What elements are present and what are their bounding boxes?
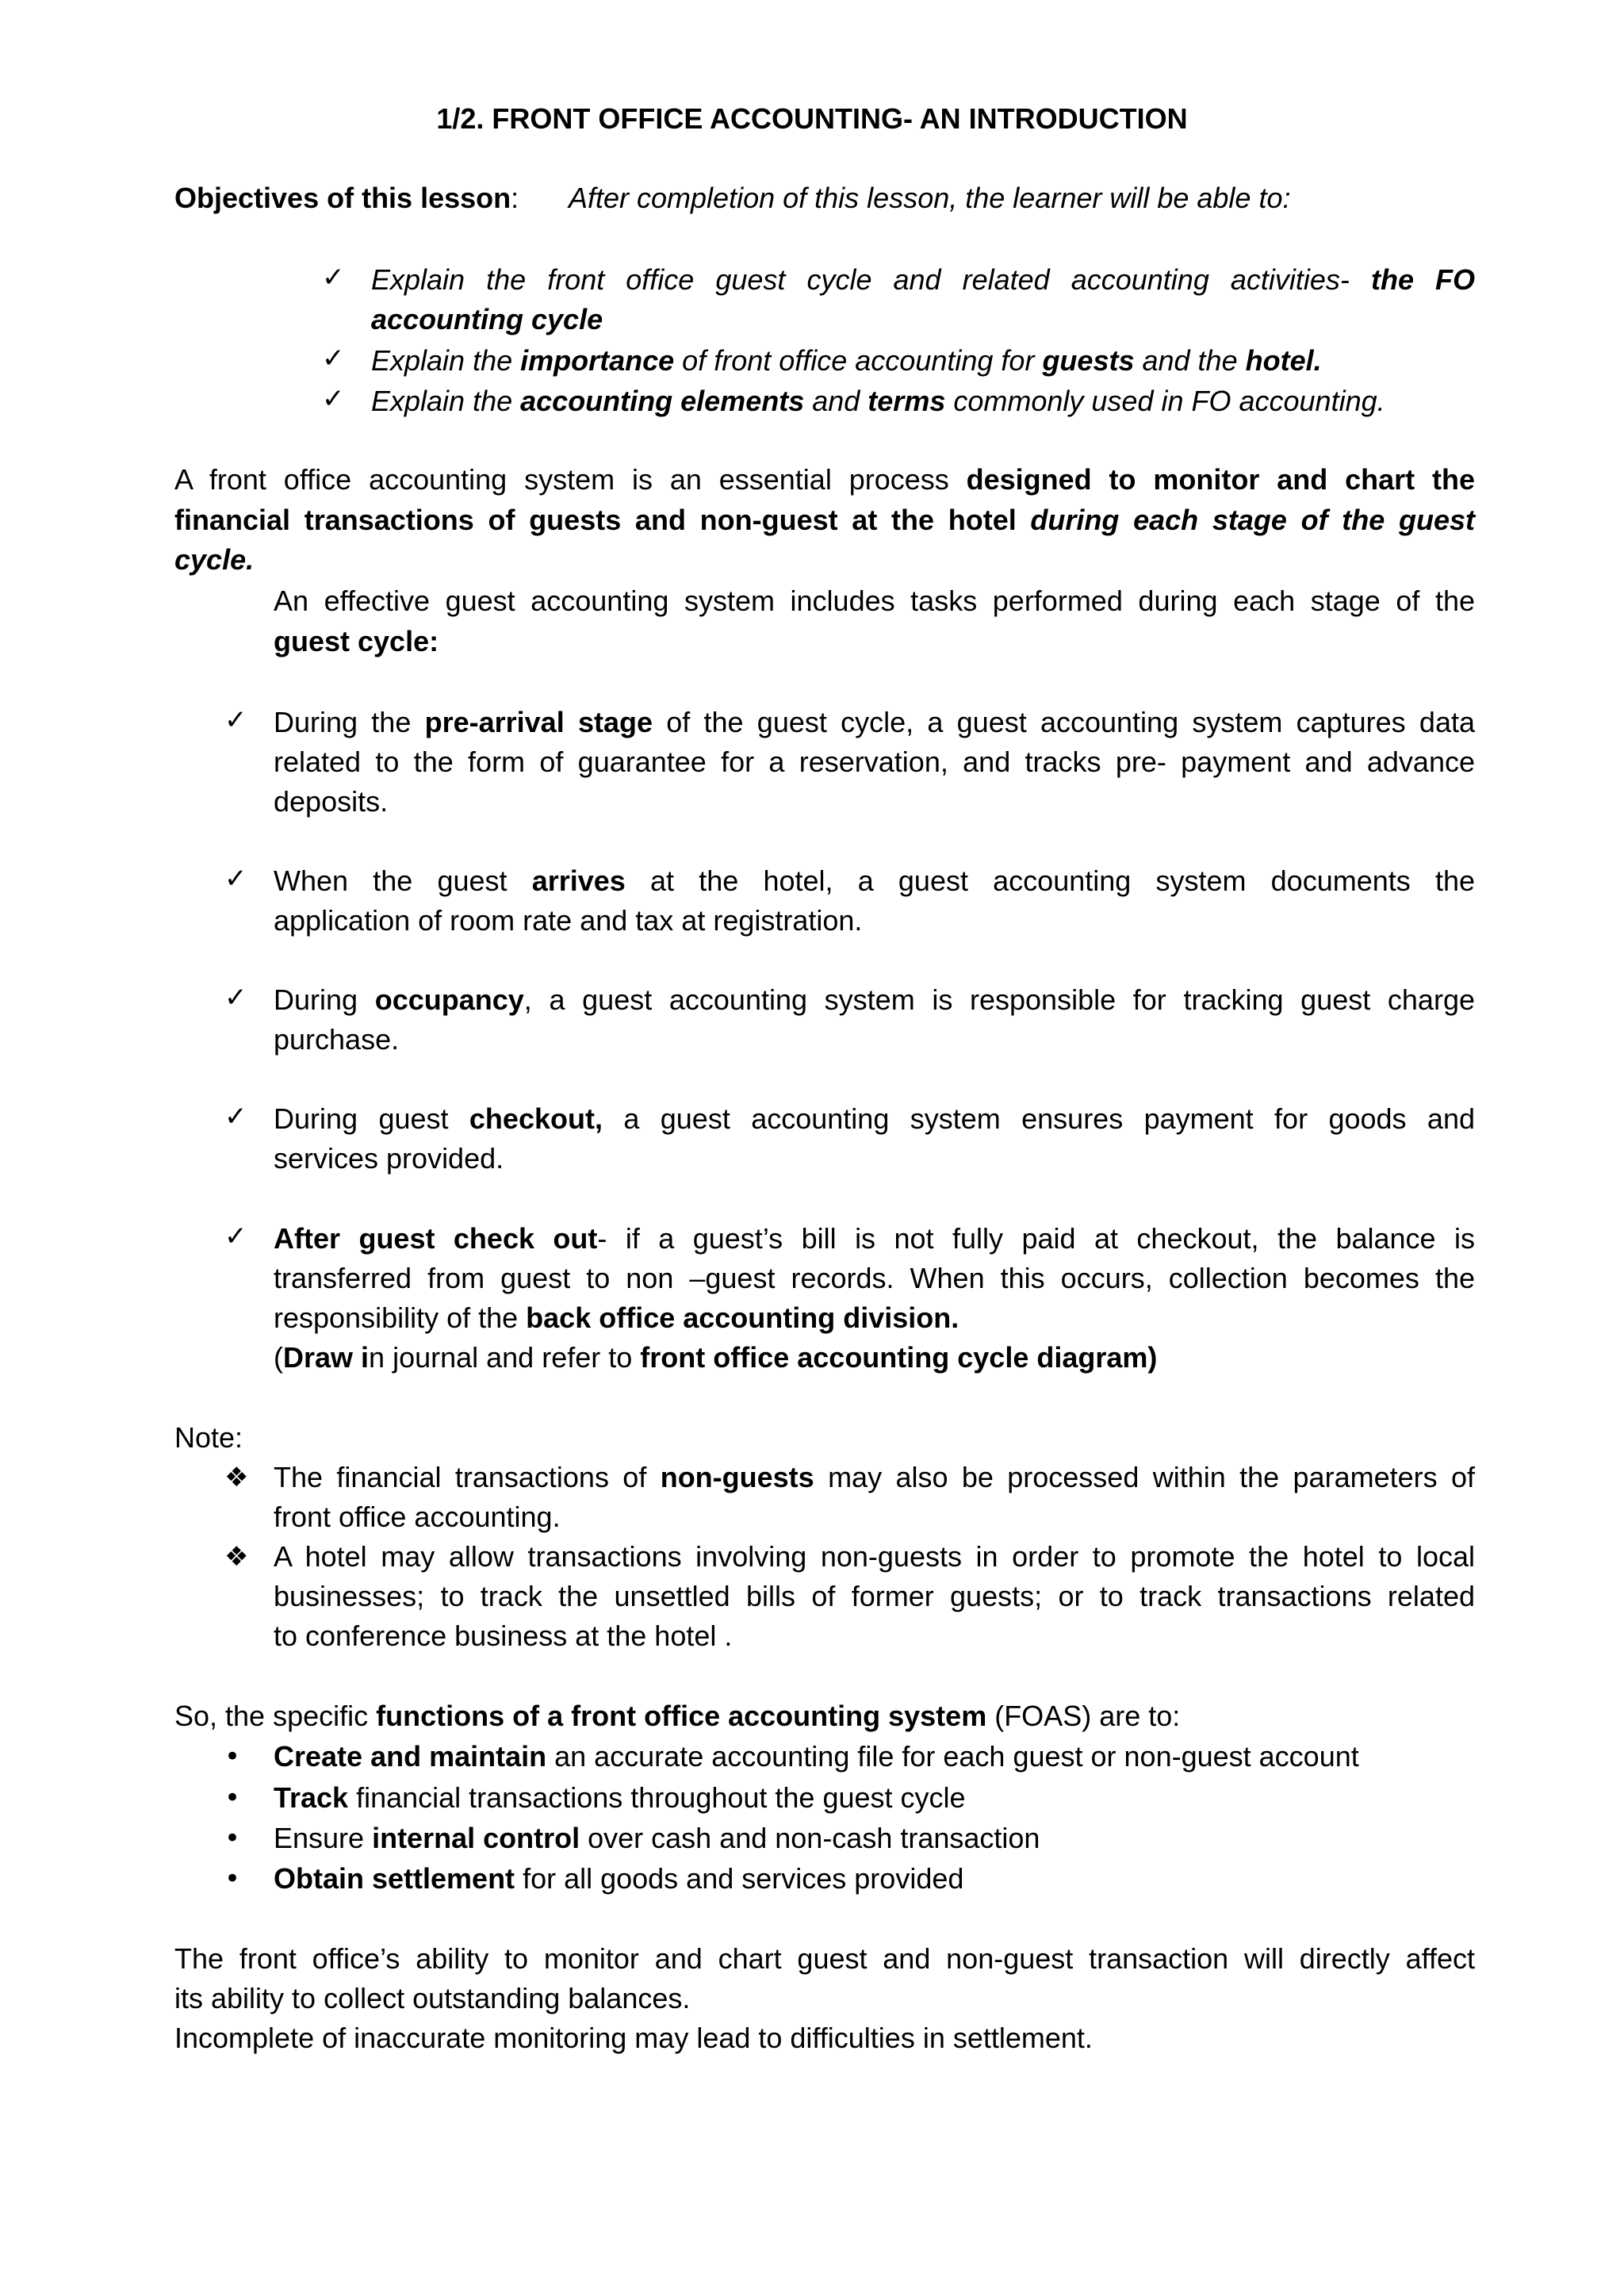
function-item-4: Obtain settlement for all goods and services provided [274, 1862, 964, 1895]
objective-item-1-line-1: Explain the front office guest cycle and related accounting activities- the FO [371, 263, 1475, 296]
effective-line-1: An effective guest accounting system includes tasks performed during each stage of the [274, 585, 1475, 617]
stage-5-line-4: (Draw in journal and refer to front office accounting cycle diagram) [274, 1341, 1158, 1374]
stage-1-line-3: deposits. [274, 785, 389, 818]
bullet-icon: • [224, 1741, 241, 1773]
functions-intro: So, the specific functions of a front office accounting system (FOAS) are to: [174, 1700, 1181, 1732]
closing-line-1: The front office’s ability to monitor and chart guest and non-guest transaction will directly affect [174, 1942, 1475, 1975]
note-2-line-2: businesses; to track the unsettled bills of former guests; or to track transactions related [274, 1580, 1475, 1612]
check-icon: ✓ [322, 262, 345, 293]
bullet-icon: • [224, 1823, 241, 1854]
page-title: 1/2. FRONT OFFICE ACCOUNTING- AN INTRODUCTION [436, 102, 1188, 135]
diamond-bullet-icon: ❖ [224, 1462, 249, 1493]
diamond-bullet-icon: ❖ [224, 1541, 249, 1573]
note-1-line-2: front office accounting. [274, 1501, 561, 1533]
stage-3-line-2: purchase. [274, 1023, 400, 1056]
check-icon: ✓ [322, 343, 345, 374]
note-1-line-1: The financial transactions of non-guests may also be processed within the parameters of [274, 1461, 1475, 1493]
stage-5-line-3: responsibility of the back office accounting division. [274, 1301, 959, 1334]
check-icon: ✓ [224, 704, 247, 736]
objective-item-2: Explain the importance of front office accounting for guests and the hotel. [371, 344, 1322, 377]
stage-5-line-1: After guest check out- if a guest’s bill is not fully paid at checkout, the balance is [274, 1222, 1475, 1255]
objective-item-3: Explain the accounting elements and terms commonly used in FO accounting. [371, 385, 1385, 417]
intro-paragraph-line-2: financial transactions of guests and non-guest at the hotel during each stage of the guest cycle. [174, 504, 1475, 576]
note-2-line-1: A hotel may allow transactions involving non-guests in order to promote the hotel to local [274, 1540, 1475, 1573]
objectives-intro: After completion of this lesson, the learner will be able to: [569, 182, 1291, 214]
stage-2-line-1: When the guest arrives at the hotel, a guest accounting system documents the [274, 864, 1475, 897]
objectives-colon: : [511, 182, 519, 214]
check-icon: ✓ [224, 982, 247, 1014]
bullet-icon: • [224, 1863, 241, 1895]
stage-4-line-2: services provided. [274, 1142, 504, 1175]
objective-item-1-line-2: accounting cycle [371, 303, 603, 335]
objectives-line [174, 178, 519, 218]
function-item-1: Create and maintain an accurate accounting file for each guest or non-guest account [274, 1740, 1359, 1773]
closing-line-3: Incomplete of inaccurate monitoring may lead to difficulties in settlement. [174, 2022, 1093, 2054]
check-icon: ✓ [322, 383, 345, 415]
check-icon: ✓ [224, 863, 247, 895]
function-item-2: Track financial transactions throughout the guest cycle [274, 1781, 966, 1814]
intro-paragraph-line-1: A front office accounting system is an essential process designed to monitor and chart the [174, 463, 1476, 496]
bullet-icon: • [224, 1782, 241, 1814]
check-icon: ✓ [224, 1221, 247, 1252]
stage-5-line-2: transferred from guest to non –guest records. When this occurs, collection becomes the [274, 1262, 1475, 1294]
function-item-3: Ensure internal control over cash and non-cash transaction [274, 1822, 1040, 1854]
note-2-line-3: to conference business at the hotel . [274, 1619, 733, 1652]
note-label: Note: [174, 1421, 243, 1454]
stage-4-line-1: During guest checkout, a guest accounting system ensures payment for goods and [274, 1102, 1476, 1135]
stage-3-line-1: During occupancy, a guest accounting system is responsible for tracking guest charge [274, 983, 1475, 1016]
effective-line-2: guest cycle: [274, 625, 439, 657]
stage-1-line-2: related to the form of guarantee for a reservation, and tracks pre- payment and advance [274, 746, 1475, 778]
stage-2-line-2: application of room rate and tax at registration. [274, 904, 863, 937]
stage-1-line-1: During the pre-arrival stage of the guest cycle, a guest accounting system captures data [274, 706, 1475, 738]
check-icon: ✓ [224, 1101, 247, 1133]
objectives-label: Objectives of this lesson [174, 182, 511, 214]
closing-line-2: its ability to collect outstanding balances. [174, 1982, 691, 2014]
